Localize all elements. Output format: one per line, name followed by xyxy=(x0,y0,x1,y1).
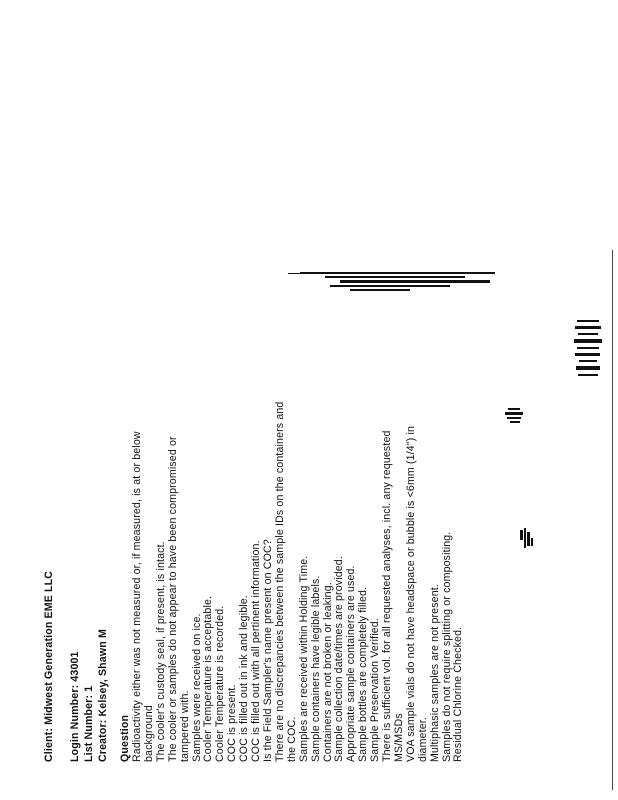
question-line: Appropriate sample containers are used. xyxy=(345,565,358,762)
question-heading: Question xyxy=(119,714,131,762)
question-line: Cooler Temperature is recorded. xyxy=(214,605,227,762)
question-line: Samples are received within Holding Time. xyxy=(297,555,310,762)
question-line: Samples do not require splitting or compositing. xyxy=(440,531,453,762)
question-list xyxy=(132,0,465,762)
question-line: MS/MSDs xyxy=(392,713,405,762)
question-line: Sample collection date/times are provided. xyxy=(333,556,346,762)
question-line: Residual Chlorine Checked. xyxy=(452,626,465,762)
question-line: VOA sample vials do not have headspace or bubble is <6mm (1/4") in xyxy=(404,425,417,762)
question-line: Containers are not broken or leaking. xyxy=(321,582,334,762)
question-line: the COC. xyxy=(285,716,298,762)
question-line: tampered with. xyxy=(178,690,191,762)
question-line: diameter. xyxy=(416,717,429,762)
question-line: Radioactivity either was not measured or, if measured, is at or below xyxy=(131,431,143,762)
rotated-text-block xyxy=(42,0,465,762)
list-number: List Number: 1 xyxy=(83,685,95,762)
question-line: COC is filled out in ink and legible. xyxy=(238,595,251,762)
question-line: Sample bottles are completely filled. xyxy=(357,586,370,762)
question-line: Cooler Temperature is acceptable. xyxy=(202,595,215,762)
question-line: background xyxy=(142,705,155,762)
question-line: The cooler's custody seal, if present, is intact. xyxy=(154,541,167,762)
question-line: Sample Preservation Verified. xyxy=(369,618,382,762)
question-line: Samples were received on ice. xyxy=(190,613,203,762)
question-line: Multiphasic samples are not present. xyxy=(428,584,441,762)
client-line: Client: Midwest Generation EME LLC xyxy=(43,570,55,762)
question-line: Is the Field Sampler's name present on COC? xyxy=(261,539,274,762)
creator-line: Creator: Kelsey, Shawn M xyxy=(97,629,109,762)
login-number: Login Number: 43001 xyxy=(69,651,81,762)
question-line: Sample containers have legible labels. xyxy=(309,575,322,762)
question-line: COC is filled out with all pertinent information. xyxy=(250,540,263,762)
question-line: COC is present. xyxy=(226,684,239,762)
question-line: There is sufficient vol. for all requested analyses, incl. any requested xyxy=(381,430,394,762)
question-line: The cooler or samples do not appear to have been compromised or xyxy=(166,436,179,762)
question-line: There are no discrepancies between the sample IDs on the containers and xyxy=(273,401,286,762)
page-edge-rule xyxy=(612,250,613,790)
